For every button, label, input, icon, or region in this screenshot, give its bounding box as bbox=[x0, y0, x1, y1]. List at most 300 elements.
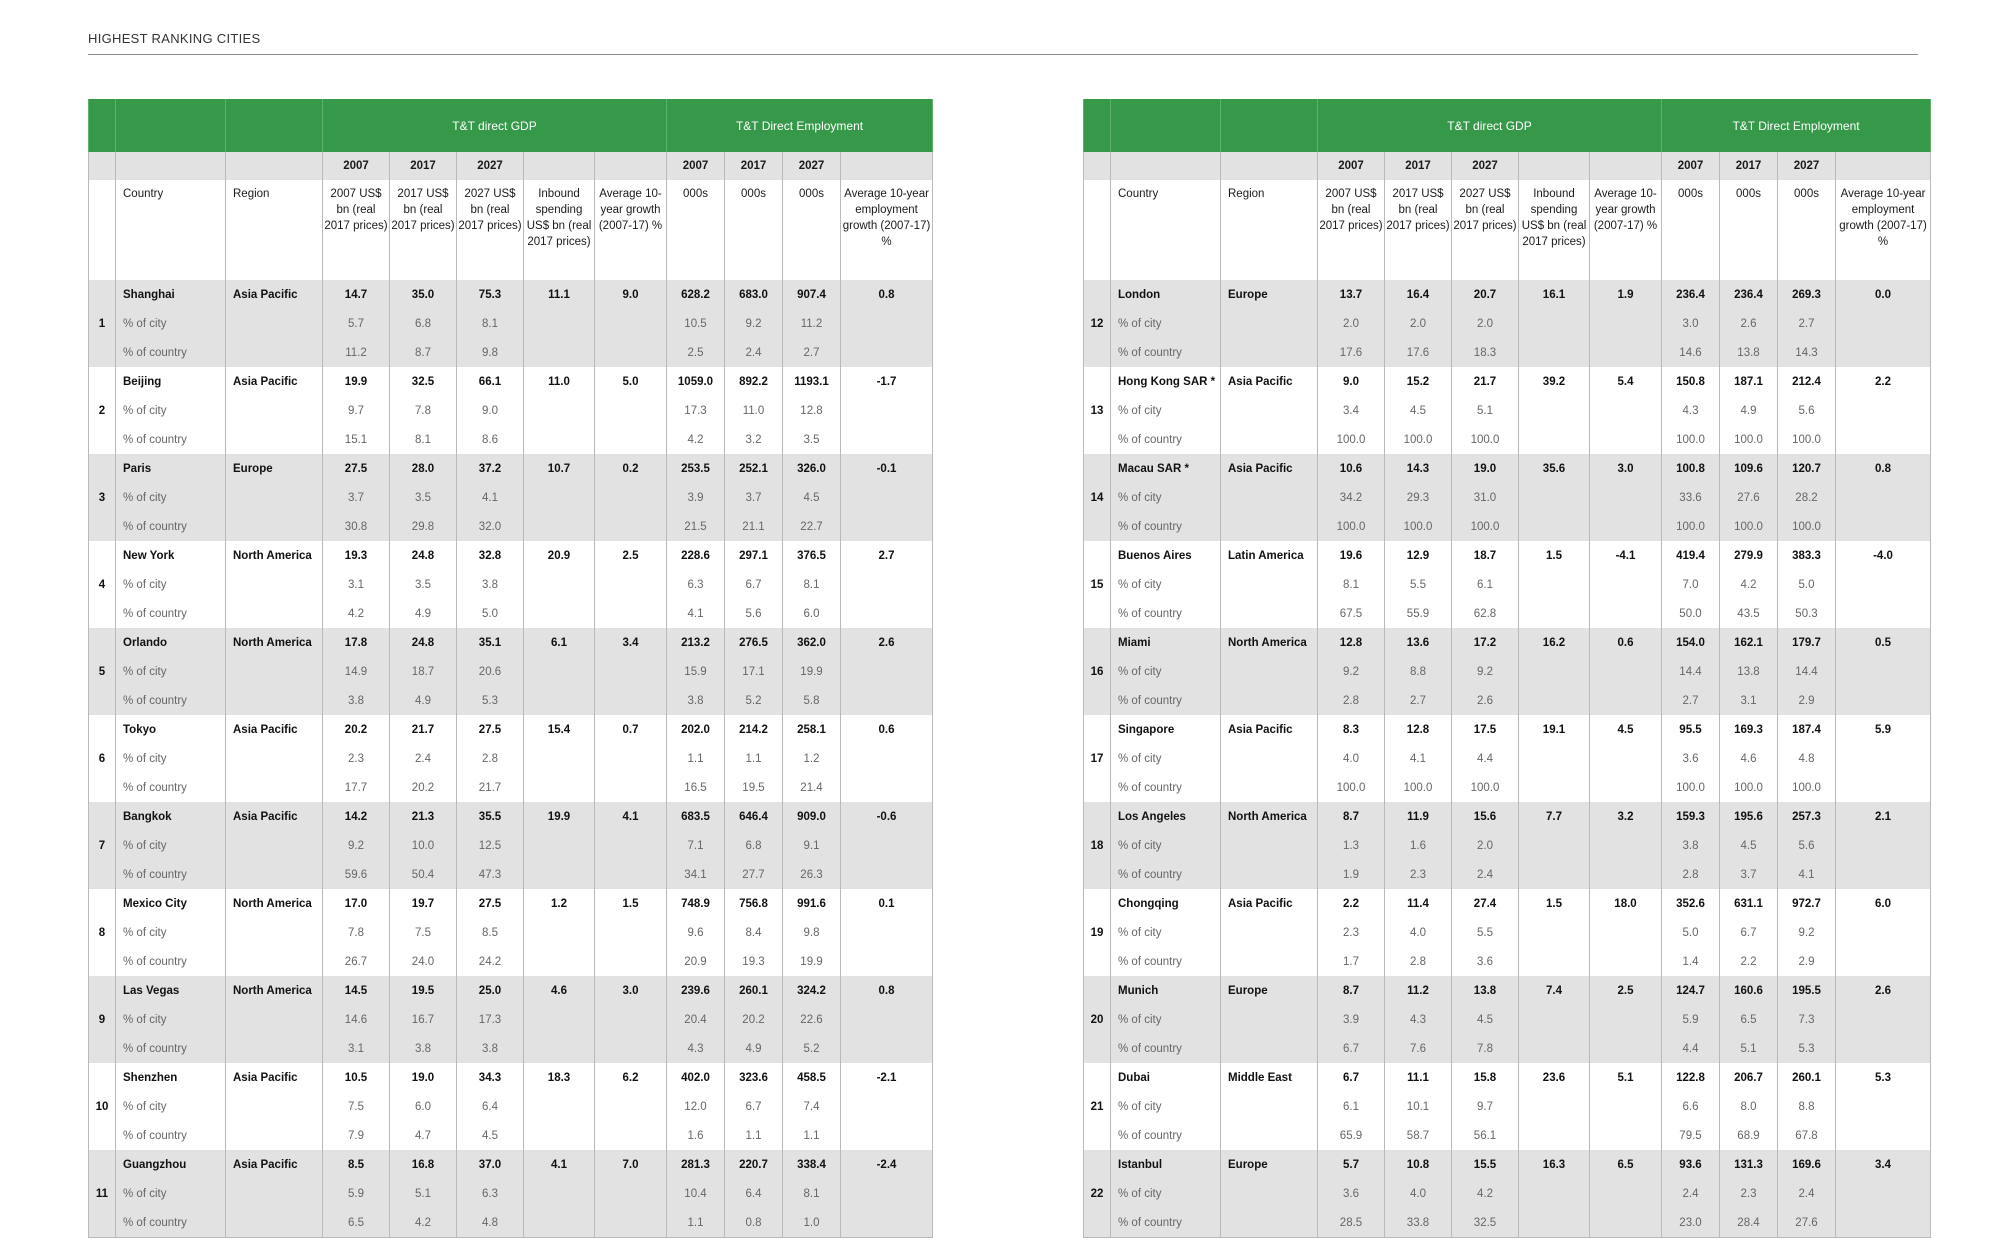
share-cell: 3.9 bbox=[667, 483, 725, 512]
empty-cell bbox=[841, 599, 933, 628]
rank-cell: 1 bbox=[89, 280, 116, 367]
city-name: Los Angeles bbox=[1111, 802, 1221, 831]
empty-cell bbox=[1590, 686, 1662, 715]
empty-cell bbox=[1519, 1005, 1590, 1034]
value-cell: 4.5 bbox=[1590, 715, 1662, 744]
value-cell: 32.5 bbox=[390, 367, 457, 396]
share-cell: 34.2 bbox=[1318, 483, 1385, 512]
year-header: 2007 bbox=[323, 152, 390, 180]
share-cell: 2.0 bbox=[1452, 309, 1519, 338]
share-cell: 3.7 bbox=[725, 483, 783, 512]
share-cell: 29.8 bbox=[390, 512, 457, 541]
empty-cell bbox=[595, 309, 667, 338]
empty-cell bbox=[1836, 483, 1931, 512]
empty-cell bbox=[595, 396, 667, 425]
empty-cell bbox=[1221, 483, 1318, 512]
value-cell: 279.9 bbox=[1720, 541, 1778, 570]
share-cell: 3.8 bbox=[457, 1034, 524, 1063]
empty-cell bbox=[226, 1208, 323, 1238]
avg-growth-header: Average 10-year growth (2007-17) % bbox=[595, 180, 667, 280]
share-cell: 21.7 bbox=[457, 773, 524, 802]
share-cell: 4.1 bbox=[457, 483, 524, 512]
empty-cell bbox=[1590, 1121, 1662, 1150]
emp-growth-header: Average 10-year employment growth (2007-17) % bbox=[841, 180, 933, 280]
share-cell: 9.2 bbox=[725, 309, 783, 338]
city-row bbox=[89, 715, 933, 744]
country-column-header: Country bbox=[116, 180, 226, 280]
value-cell: 18.3 bbox=[524, 1063, 595, 1092]
value-cell: 383.3 bbox=[1778, 541, 1836, 570]
share-cell: 8.6 bbox=[457, 425, 524, 454]
share-cell: 5.1 bbox=[390, 1179, 457, 1208]
value-cell: 2.1 bbox=[1836, 802, 1931, 831]
share-cell: 5.9 bbox=[323, 1179, 390, 1208]
share-cell: 2.6 bbox=[1720, 309, 1778, 338]
empty-cell bbox=[226, 744, 323, 773]
share-row bbox=[89, 831, 933, 860]
share-cell: 17.3 bbox=[457, 1005, 524, 1034]
value-cell: 0.8 bbox=[1836, 454, 1931, 483]
region-column-header: Region bbox=[226, 180, 323, 280]
share-label: % of country bbox=[116, 773, 226, 802]
region-cell: Asia Pacific bbox=[226, 367, 323, 396]
share-row bbox=[89, 599, 933, 628]
share-cell: 6.4 bbox=[725, 1179, 783, 1208]
value-cell: 631.1 bbox=[1720, 889, 1778, 918]
share-cell: 6.3 bbox=[457, 1179, 524, 1208]
rank-cell: 18 bbox=[1084, 802, 1111, 889]
year-header: 2007 bbox=[667, 152, 725, 180]
empty-cell bbox=[1836, 425, 1931, 454]
value-cell: 2.5 bbox=[1590, 976, 1662, 1005]
empty-cell bbox=[1519, 512, 1590, 541]
share-cell: 22.6 bbox=[783, 1005, 841, 1034]
empty-cell bbox=[1836, 1121, 1931, 1150]
value-cell: 228.6 bbox=[667, 541, 725, 570]
share-label: % of country bbox=[1111, 773, 1221, 802]
value-cell: 10.5 bbox=[323, 1063, 390, 1092]
share-cell: 5.6 bbox=[1778, 831, 1836, 860]
share-label: % of country bbox=[116, 860, 226, 889]
inbound-header: Inbound spending US$ bn (real 2017 prices) bbox=[1519, 180, 1590, 280]
share-cell: 50.3 bbox=[1778, 599, 1836, 628]
value-cell: 0.8 bbox=[841, 976, 933, 1005]
empty-cell bbox=[595, 338, 667, 367]
gdp-group-header: T&T direct GDP bbox=[1318, 99, 1662, 152]
share-row bbox=[1084, 483, 1931, 512]
region-cell: Europe bbox=[1221, 280, 1318, 309]
share-cell: 27.6 bbox=[1720, 483, 1778, 512]
empty-cell bbox=[226, 512, 323, 541]
empty-cell bbox=[595, 512, 667, 541]
city-name: Munich bbox=[1111, 976, 1221, 1005]
share-cell: 1.3 bbox=[1318, 831, 1385, 860]
value-cell: 39.2 bbox=[1519, 367, 1590, 396]
empty-cell bbox=[1221, 831, 1318, 860]
share-cell: 4.0 bbox=[1385, 918, 1452, 947]
value-cell: 122.8 bbox=[1662, 1063, 1720, 1092]
year-header: 2007 bbox=[1662, 152, 1720, 180]
value-cell: 5.0 bbox=[595, 367, 667, 396]
region-cell: Asia Pacific bbox=[226, 1063, 323, 1092]
empty-cell bbox=[1519, 744, 1590, 773]
rank-cell: 4 bbox=[89, 541, 116, 628]
share-cell: 3.5 bbox=[390, 483, 457, 512]
share-label: % of country bbox=[116, 425, 226, 454]
region-cell: Europe bbox=[1221, 976, 1318, 1005]
share-cell: 18.3 bbox=[1452, 338, 1519, 367]
value-cell: 253.5 bbox=[667, 454, 725, 483]
share-cell: 6.7 bbox=[725, 570, 783, 599]
city-name: Istanbul bbox=[1111, 1150, 1221, 1179]
share-cell: 6.3 bbox=[667, 570, 725, 599]
share-cell: 4.2 bbox=[390, 1208, 457, 1238]
share-row bbox=[1084, 831, 1931, 860]
region-cell: Asia Pacific bbox=[226, 280, 323, 309]
emp-000s-header: 000s bbox=[1720, 180, 1778, 280]
value-cell: 124.7 bbox=[1662, 976, 1720, 1005]
empty-cell bbox=[1519, 338, 1590, 367]
share-cell: 5.3 bbox=[457, 686, 524, 715]
city-row bbox=[89, 454, 933, 483]
value-cell: 120.7 bbox=[1778, 454, 1836, 483]
value-cell: 35.6 bbox=[1519, 454, 1590, 483]
city-name: Paris bbox=[116, 454, 226, 483]
empty-cell bbox=[841, 831, 933, 860]
value-cell: 16.3 bbox=[1519, 1150, 1590, 1179]
share-cell: 6.1 bbox=[1318, 1092, 1385, 1121]
share-cell: 21.5 bbox=[667, 512, 725, 541]
empty-cell bbox=[1519, 1034, 1590, 1063]
region-cell: North America bbox=[1221, 628, 1318, 657]
value-cell: 15.4 bbox=[524, 715, 595, 744]
empty-cell bbox=[1836, 686, 1931, 715]
empty-cell bbox=[226, 309, 323, 338]
share-row bbox=[1084, 947, 1931, 976]
empty-cell bbox=[1221, 338, 1318, 367]
empty-cell bbox=[524, 657, 595, 686]
share-cell: 20.4 bbox=[667, 1005, 725, 1034]
empty-cell bbox=[226, 338, 323, 367]
city-row bbox=[1084, 1063, 1931, 1092]
share-cell: 4.9 bbox=[725, 1034, 783, 1063]
share-row bbox=[89, 1179, 933, 1208]
empty-cell bbox=[226, 657, 323, 686]
share-cell: 9.2 bbox=[323, 831, 390, 860]
share-label: % of country bbox=[1111, 860, 1221, 889]
city-row bbox=[1084, 541, 1931, 570]
share-cell: 2.8 bbox=[457, 744, 524, 773]
share-cell: 7.9 bbox=[323, 1121, 390, 1150]
empty-cell bbox=[595, 1005, 667, 1034]
share-label: % of city bbox=[116, 1092, 226, 1121]
region-cell: Asia Pacific bbox=[226, 715, 323, 744]
share-row bbox=[89, 773, 933, 802]
share-cell: 18.7 bbox=[390, 657, 457, 686]
region-cell: Asia Pacific bbox=[1221, 889, 1318, 918]
share-cell: 30.8 bbox=[323, 512, 390, 541]
empty-cell bbox=[1836, 744, 1931, 773]
value-cell: -1.7 bbox=[841, 367, 933, 396]
share-cell: 7.6 bbox=[1385, 1034, 1452, 1063]
city-row bbox=[89, 541, 933, 570]
share-cell: 47.3 bbox=[457, 860, 524, 889]
rank-cell: 15 bbox=[1084, 541, 1111, 628]
value-cell: 3.0 bbox=[1590, 454, 1662, 483]
empty-cell bbox=[595, 1121, 667, 1150]
empty-cell bbox=[524, 338, 595, 367]
value-cell: 0.0 bbox=[1836, 280, 1931, 309]
share-cell: 2.3 bbox=[323, 744, 390, 773]
share-cell: 5.9 bbox=[1662, 1005, 1720, 1034]
share-cell: 1.9 bbox=[1318, 860, 1385, 889]
share-cell: 4.5 bbox=[1452, 1005, 1519, 1034]
share-cell: 8.4 bbox=[725, 918, 783, 947]
share-cell: 4.1 bbox=[1778, 860, 1836, 889]
empty-cell bbox=[1590, 918, 1662, 947]
value-cell: 7.7 bbox=[1519, 802, 1590, 831]
value-cell: 6.5 bbox=[1590, 1150, 1662, 1179]
share-cell: 27.6 bbox=[1778, 1208, 1836, 1238]
share-cell: 21.4 bbox=[783, 773, 841, 802]
share-cell: 65.9 bbox=[1318, 1121, 1385, 1150]
share-cell: 17.7 bbox=[323, 773, 390, 802]
empty-cell bbox=[1836, 947, 1931, 976]
share-row bbox=[1084, 425, 1931, 454]
value-cell: 14.2 bbox=[323, 802, 390, 831]
empty-cell bbox=[1519, 1179, 1590, 1208]
share-cell: 14.4 bbox=[1662, 657, 1720, 686]
empty-cell bbox=[226, 1179, 323, 1208]
value-cell: 276.5 bbox=[725, 628, 783, 657]
city-name: Miami bbox=[1111, 628, 1221, 657]
empty-cell bbox=[524, 1092, 595, 1121]
region-column-header: Region bbox=[1221, 180, 1318, 280]
share-row bbox=[89, 309, 933, 338]
city-name: Shenzhen bbox=[116, 1063, 226, 1092]
empty-cell bbox=[1836, 831, 1931, 860]
city-name: Singapore bbox=[1111, 715, 1221, 744]
empty-cell bbox=[595, 425, 667, 454]
share-label: % of country bbox=[116, 512, 226, 541]
share-cell: 3.8 bbox=[457, 570, 524, 599]
share-row bbox=[1084, 338, 1931, 367]
share-row bbox=[89, 570, 933, 599]
value-cell: 21.7 bbox=[390, 715, 457, 744]
share-cell: 2.3 bbox=[1385, 860, 1452, 889]
empty-cell bbox=[524, 918, 595, 947]
city-name: Las Vegas bbox=[116, 976, 226, 1005]
year-header: 2027 bbox=[457, 152, 524, 180]
share-cell: 9.6 bbox=[667, 918, 725, 947]
rank-cell: 12 bbox=[1084, 280, 1111, 367]
empty-cell bbox=[1519, 831, 1590, 860]
share-cell: 5.8 bbox=[783, 686, 841, 715]
share-row bbox=[1084, 773, 1931, 802]
empty-cell bbox=[1519, 773, 1590, 802]
share-cell: 19.9 bbox=[783, 947, 841, 976]
value-cell: 27.4 bbox=[1452, 889, 1519, 918]
value-cell: 11.9 bbox=[1385, 802, 1452, 831]
share-label: % of city bbox=[1111, 483, 1221, 512]
empty-cell bbox=[841, 425, 933, 454]
empty-cell bbox=[1836, 1179, 1931, 1208]
city-row bbox=[1084, 280, 1931, 309]
gdp-2017-header: 2017 US$ bn (real 2017 prices) bbox=[1385, 180, 1452, 280]
empty-cell bbox=[524, 512, 595, 541]
empty-cell bbox=[1590, 773, 1662, 802]
value-cell: 338.4 bbox=[783, 1150, 841, 1179]
value-cell: 21.3 bbox=[390, 802, 457, 831]
value-cell: 19.7 bbox=[390, 889, 457, 918]
empty-cell bbox=[1590, 512, 1662, 541]
value-cell: 9.0 bbox=[1318, 367, 1385, 396]
share-cell: 6.8 bbox=[390, 309, 457, 338]
share-cell: 4.1 bbox=[667, 599, 725, 628]
value-cell: 187.4 bbox=[1778, 715, 1836, 744]
value-cell: 991.6 bbox=[783, 889, 841, 918]
value-cell: 257.3 bbox=[1778, 802, 1836, 831]
empty-cell bbox=[595, 773, 667, 802]
share-cell: 5.7 bbox=[323, 309, 390, 338]
share-cell: 3.8 bbox=[1662, 831, 1720, 860]
value-cell: 260.1 bbox=[725, 976, 783, 1005]
emp-000s-header: 000s bbox=[1778, 180, 1836, 280]
rank-cell: 2 bbox=[89, 367, 116, 454]
share-row bbox=[1084, 1179, 1931, 1208]
empty-cell bbox=[1519, 1208, 1590, 1238]
share-cell: 3.1 bbox=[1720, 686, 1778, 715]
gdp-group-header: T&T direct GDP bbox=[323, 99, 667, 152]
value-cell: 1.5 bbox=[1519, 541, 1590, 570]
empty-cell bbox=[1221, 425, 1318, 454]
share-cell: 14.9 bbox=[323, 657, 390, 686]
share-cell: 100.0 bbox=[1318, 773, 1385, 802]
share-label: % of country bbox=[1111, 1034, 1221, 1063]
empty-cell bbox=[1221, 1034, 1318, 1063]
empty-cell bbox=[1519, 599, 1590, 628]
share-label: % of city bbox=[116, 396, 226, 425]
share-cell: 10.0 bbox=[390, 831, 457, 860]
share-label: % of city bbox=[1111, 744, 1221, 773]
value-cell: 2.6 bbox=[1836, 976, 1931, 1005]
share-cell: 9.7 bbox=[323, 396, 390, 425]
empty-cell bbox=[595, 947, 667, 976]
share-cell: 9.8 bbox=[783, 918, 841, 947]
country-column-header: Country bbox=[1111, 180, 1221, 280]
empty-cell bbox=[595, 686, 667, 715]
empty-cell bbox=[1836, 1005, 1931, 1034]
share-cell: 67.5 bbox=[1318, 599, 1385, 628]
empty-cell bbox=[226, 686, 323, 715]
empty-cell bbox=[1519, 947, 1590, 976]
share-cell: 100.0 bbox=[1720, 512, 1778, 541]
share-cell: 33.8 bbox=[1385, 1208, 1452, 1238]
empty-cell bbox=[524, 1208, 595, 1238]
share-cell: 10.1 bbox=[1385, 1092, 1452, 1121]
rank-cell: 19 bbox=[1084, 889, 1111, 976]
empty-cell bbox=[595, 744, 667, 773]
value-cell: 892.2 bbox=[725, 367, 783, 396]
cities-table-left bbox=[88, 99, 933, 1238]
share-label: % of city bbox=[116, 657, 226, 686]
city-row bbox=[89, 889, 933, 918]
share-cell: 6.8 bbox=[725, 831, 783, 860]
value-cell: 646.4 bbox=[725, 802, 783, 831]
empty-cell bbox=[595, 860, 667, 889]
empty-cell bbox=[1221, 657, 1318, 686]
share-cell: 2.0 bbox=[1385, 309, 1452, 338]
share-cell: 20.9 bbox=[667, 947, 725, 976]
value-cell: 748.9 bbox=[667, 889, 725, 918]
value-cell: 195.6 bbox=[1720, 802, 1778, 831]
empty-cell bbox=[524, 1034, 595, 1063]
city-row bbox=[1084, 715, 1931, 744]
share-cell: 4.6 bbox=[1720, 744, 1778, 773]
city-name: Beijing bbox=[116, 367, 226, 396]
empty-cell bbox=[1590, 1208, 1662, 1238]
share-row bbox=[89, 686, 933, 715]
share-cell: 14.6 bbox=[1662, 338, 1720, 367]
value-cell: 7.0 bbox=[595, 1150, 667, 1179]
city-name: Dubai bbox=[1111, 1063, 1221, 1092]
value-cell: 162.1 bbox=[1720, 628, 1778, 657]
share-cell: 2.4 bbox=[1662, 1179, 1720, 1208]
share-label: % of city bbox=[116, 483, 226, 512]
value-cell: 20.9 bbox=[524, 541, 595, 570]
share-label: % of city bbox=[116, 744, 226, 773]
share-cell: 58.7 bbox=[1385, 1121, 1452, 1150]
share-cell: 3.7 bbox=[323, 483, 390, 512]
value-cell: 214.2 bbox=[725, 715, 783, 744]
empty-cell bbox=[841, 947, 933, 976]
share-cell: 2.8 bbox=[1385, 947, 1452, 976]
empty-cell bbox=[1590, 860, 1662, 889]
value-cell: 212.4 bbox=[1778, 367, 1836, 396]
share-cell: 26.7 bbox=[323, 947, 390, 976]
share-cell: 31.0 bbox=[1452, 483, 1519, 512]
share-cell: 9.0 bbox=[457, 396, 524, 425]
value-cell: 236.4 bbox=[1720, 280, 1778, 309]
share-cell: 100.0 bbox=[1662, 425, 1720, 454]
emp-000s-header: 000s bbox=[1662, 180, 1720, 280]
share-cell: 2.3 bbox=[1720, 1179, 1778, 1208]
share-row bbox=[1084, 512, 1931, 541]
value-cell: 972.7 bbox=[1778, 889, 1836, 918]
value-cell: 1.5 bbox=[595, 889, 667, 918]
share-cell: 9.2 bbox=[1318, 657, 1385, 686]
city-name: Bangkok bbox=[116, 802, 226, 831]
share-cell: 4.3 bbox=[667, 1034, 725, 1063]
value-cell: 93.6 bbox=[1662, 1150, 1720, 1179]
value-cell: 5.7 bbox=[1318, 1150, 1385, 1179]
share-row bbox=[89, 1092, 933, 1121]
share-cell: 4.2 bbox=[323, 599, 390, 628]
share-cell: 5.5 bbox=[1385, 570, 1452, 599]
share-cell: 19.5 bbox=[725, 773, 783, 802]
share-cell: 8.8 bbox=[1385, 657, 1452, 686]
value-cell: 11.4 bbox=[1385, 889, 1452, 918]
empty-cell bbox=[1590, 1005, 1662, 1034]
gdp-2027-header: 2027 US$ bn (real 2017 prices) bbox=[457, 180, 524, 280]
share-label: % of country bbox=[1111, 1208, 1221, 1238]
share-label: % of country bbox=[1111, 512, 1221, 541]
inbound-header: Inbound spending US$ bn (real 2017 prices) bbox=[524, 180, 595, 280]
value-cell: 4.6 bbox=[524, 976, 595, 1005]
year-header: 2007 bbox=[1318, 152, 1385, 180]
empty-cell bbox=[226, 396, 323, 425]
empty-cell bbox=[1519, 686, 1590, 715]
